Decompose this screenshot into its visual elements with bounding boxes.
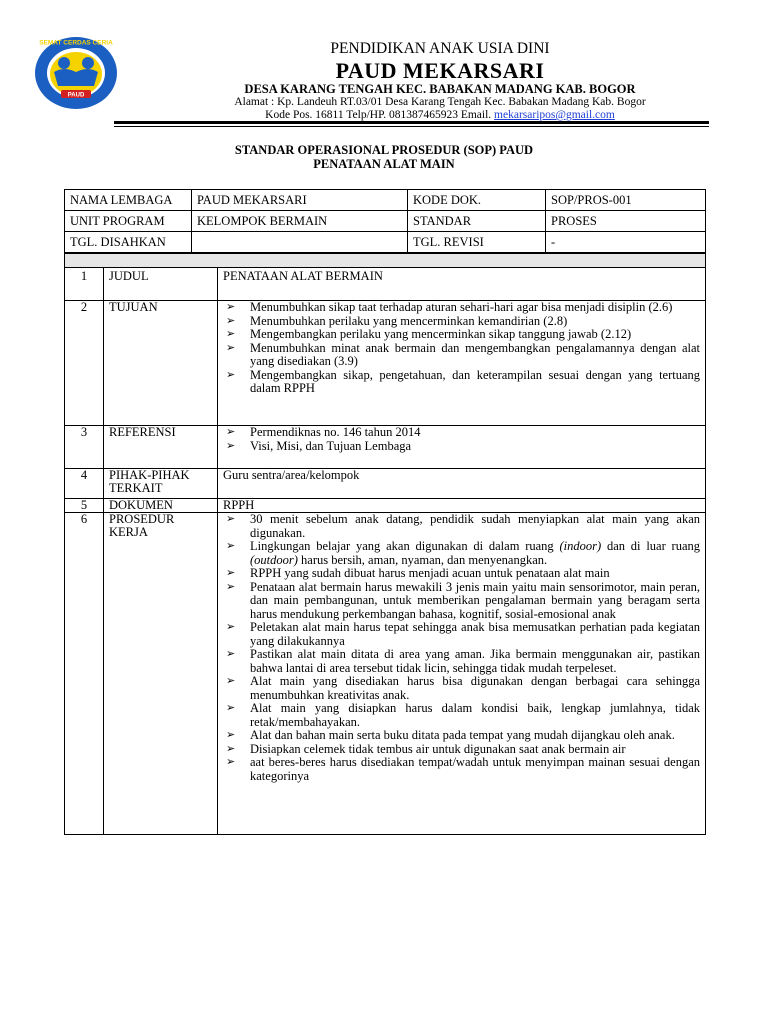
sop-label: PIHAK-PIHAK TERKAIT [104, 469, 218, 499]
arrowhead-bullet-icon: ➢ [226, 426, 236, 438]
list-item-text: Permendiknas no. 146 tahun 2014 [250, 425, 421, 439]
info-label-cell: UNIT PROGRAM [65, 211, 192, 232]
sop-spacer-row [65, 254, 706, 268]
arrowhead-bullet-icon: ➢ [226, 580, 236, 593]
list-item-text: Alat main yang disediakan harus bisa digunakan dengan berbagai cara sehingga menumbuhkan kreativitas anak. [250, 674, 701, 702]
info-label-cell: KODE DOK. [408, 190, 546, 211]
list-item-text: aat beres-beres harus disediakan tempat/wadah untuk menyimpan mainan sesuai dengan kategorinya [250, 755, 701, 783]
sop-number: 1 [65, 268, 104, 301]
list-item-text: Mengembangkan perilaku yang mencerminkan sikap tanggung jawab (2.12) [250, 327, 632, 341]
list-item-text: Menumbuhkan minat anak bermain dan mengembangkan pengalamannya dengan alat yang disediakan (3.9) [250, 340, 701, 368]
list-item [223, 342, 700, 369]
arrowhead-bullet-icon: ➢ [226, 301, 236, 313]
sop-item-list [223, 301, 700, 396]
info-label-cell: TGL. REVISI [408, 232, 546, 253]
list-item [223, 581, 700, 622]
info-label-cell: TGL. DISAHKAN [65, 232, 192, 253]
info-value-cell: PROSES [546, 211, 706, 232]
document-subtitle: PENATAAN ALAT MAIN [313, 157, 455, 171]
list-item [223, 315, 700, 329]
list-item [223, 621, 700, 648]
arrowhead-bullet-icon: ➢ [226, 742, 236, 755]
sop-label: REFERENSI [104, 426, 218, 469]
sop-content [218, 301, 706, 426]
sop-content [218, 426, 706, 469]
arrowhead-bullet-icon: ➢ [226, 314, 236, 327]
list-item-text: Pastikan alat main ditata di area yang aman. Jika bermain menggunakan air, pastikan bahwa lantai di area tersebut tidak licin, sehingga tidak mudah terpeleset. [250, 647, 701, 675]
sop-content [218, 513, 706, 835]
list-item [223, 729, 700, 743]
document-title: STANDAR OPERASIONAL PROSEDUR (SOP) PAUD [234, 143, 534, 157]
sop-label: JUDUL [104, 268, 218, 301]
list-item-text: Peletakan alat main harus tepat sehingga anak bisa memusatkan perhatian pada kegiatan yang dilakukannya [250, 620, 701, 648]
list-item [223, 301, 700, 315]
svg-text:PAUD: PAUD [67, 92, 85, 99]
svg-text:SEMAT CERDAS CERIA: SEMAT CERDAS CERIA [39, 39, 113, 47]
list-item [223, 648, 700, 675]
header-contact [120, 109, 760, 121]
list-item [223, 426, 700, 440]
sop-item-list [223, 513, 700, 783]
header-rule-thick [114, 121, 709, 124]
list-item-text: 30 menit sebelum anak datang, pendidik sudah menyiapkan alat main yang akan digunakan. [250, 512, 701, 540]
sop-row [65, 469, 706, 499]
list-item [223, 540, 700, 567]
header-line1: PENDIDIKAN ANAK USIA DINI [330, 40, 550, 57]
list-item-text: Penataan alat bermain harus mewakili 3 jenis main yaitu main sensorimotor, main peran, dan main pembangunan, untuk memberikan pengalaman bermain yang beragam serta harus mendukung perkembangan bahasa, kognitif, sosial-emosional anak [250, 579, 701, 621]
arrowhead-bullet-icon: ➢ [226, 540, 236, 552]
info-row [65, 232, 706, 253]
list-item [223, 369, 700, 396]
arrowhead-bullet-icon: ➢ [226, 702, 236, 714]
institution-name: PAUD MEKARSARI [335, 58, 545, 83]
header-address: DESA KARANG TENGAH KEC. BABAKAN MADANG KAB. BOGOR [244, 82, 636, 96]
info-value-cell [192, 232, 408, 253]
sop-row [65, 499, 706, 513]
info-table [64, 189, 706, 253]
kode-pos-text: Kode Pos. 16811 Telp/HP. 081387465923 Email. [265, 109, 492, 121]
arrowhead-bullet-icon: ➢ [226, 439, 236, 452]
sop-row [65, 426, 706, 469]
sop-item-list [223, 426, 700, 453]
sop-number: 2 [65, 301, 104, 426]
email-link[interactable]: mekarsaripos@gmail.com [494, 109, 615, 121]
list-item [223, 756, 700, 783]
sop-row [65, 268, 706, 301]
sop-content: RPPH [218, 499, 706, 513]
info-row [65, 190, 706, 211]
list-item-text: Menumbuhkan perilaku yang mencerminkan kemandirian (2.8) [250, 313, 568, 328]
info-label-cell: NAMA LEMBAGA [65, 190, 192, 211]
list-item [223, 702, 700, 729]
info-value-cell: KELOMPOK BERMAIN [192, 211, 408, 232]
header-rule-thin [114, 126, 709, 127]
arrowhead-bullet-icon: ➢ [226, 621, 236, 633]
arrowhead-bullet-icon: ➢ [226, 513, 236, 525]
info-value-cell: PAUD MEKARSARI [192, 190, 408, 211]
list-item-text: Menumbuhkan sikap taat terhadap aturan sehari-hari agar bisa menjadi disiplin (2.6) [250, 300, 673, 314]
sop-label: TUJUAN [104, 301, 218, 426]
paud-logo [34, 36, 118, 110]
list-item-text: Mengembangkan sikap, pengetahuan, dan keterampilan sesuai dengan yang tertuang dalam RPPH [250, 367, 701, 395]
sop-content: PENATAAN ALAT BERMAIN [218, 268, 706, 301]
sop-row [65, 513, 706, 835]
arrowhead-bullet-icon: ➢ [226, 648, 236, 660]
list-item [223, 743, 700, 757]
sop-row [65, 301, 706, 426]
list-item-text: RPPH yang sudah dibuat harus menjadi acuan untuk penataan alat main [250, 566, 610, 580]
sop-content: Guru sentra/area/kelompok [218, 469, 706, 499]
list-item-text: Alat dan bahan main serta buku ditata pada tempat yang mudah dijangkau oleh anak. [250, 728, 675, 742]
list-item-text: Alat main yang disiapkan harus dalam kondisi baik, lengkap jumlahnya, tidak retak/membahayakan. [250, 701, 701, 729]
arrowhead-bullet-icon: ➢ [226, 675, 236, 687]
sop-label: PROSEDUR KERJA [104, 513, 218, 835]
sop-table [64, 253, 706, 835]
sop-number: 5 [65, 499, 104, 513]
info-row [65, 211, 706, 232]
arrowhead-bullet-icon: ➢ [226, 341, 236, 354]
sop-number: 3 [65, 426, 104, 469]
info-value-cell: - [546, 232, 706, 253]
list-item [223, 675, 700, 702]
arrowhead-bullet-icon: ➢ [226, 328, 236, 340]
list-item-text: Disiapkan celemek tidak tembus air untuk digunakan saat anak bermain air [250, 741, 626, 756]
arrowhead-bullet-icon: ➢ [226, 756, 236, 768]
list-item [223, 328, 700, 342]
sop-number: 4 [65, 469, 104, 499]
info-value-cell: SOP/PROS-001 [546, 190, 706, 211]
sop-number: 6 [65, 513, 104, 835]
arrowhead-bullet-icon: ➢ [226, 368, 236, 381]
list-item [223, 440, 700, 454]
info-label-cell: STANDAR [408, 211, 546, 232]
list-item [223, 567, 700, 581]
sop-label: DOKUMEN [104, 499, 218, 513]
list-item-text: Lingkungan belajar yang akan digunakan di dalam ruang (indoor) dan di luar ruang (outdoor) harus bersih, aman, nyaman, dan menyenangkan. [250, 539, 701, 567]
list-item-text: Visi, Misi, dan Tujuan Lembaga [250, 438, 412, 453]
arrowhead-bullet-icon: ➢ [226, 567, 236, 579]
arrowhead-bullet-icon: ➢ [226, 729, 236, 741]
header-alamat: Alamat : Kp. Landeuh RT.03/01 Desa Karang Tengah Kec. Babakan Madang Kab. Bogor [234, 96, 646, 108]
list-item [223, 513, 700, 540]
